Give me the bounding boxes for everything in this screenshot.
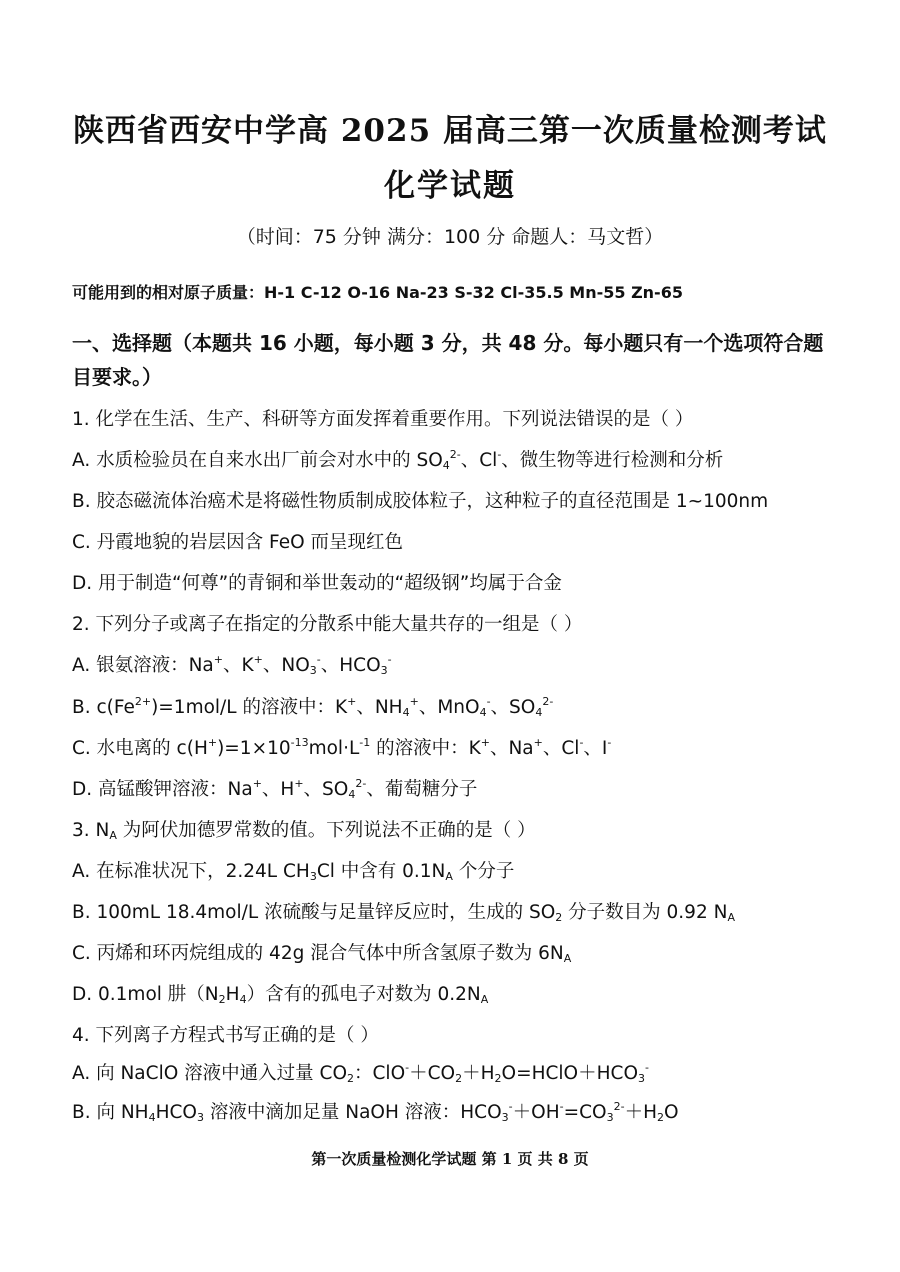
question-2-option-a: A. 银氨溶液：Na+、K+、$NO_3^-$、$HCO_3^-$ bbox=[72, 653, 392, 677]
subject-title: 化学试题 bbox=[384, 168, 516, 204]
section-heading: 一、选择题（本题共 16 小题，每小题 3 分，共 48 分。每小题只有一个选项符合题目要求。） bbox=[72, 331, 824, 389]
question-3-option-a: A. 在标准状况下，2.24L $CH_3Cl$ 中含有 $0.1N_A$ 个分子 bbox=[72, 861, 515, 883]
question-1-option-b: B. 胶态磁流体治癌术是将磁性物质制成胶体粒子，这种粒子的直径范围是 1~100nm bbox=[72, 491, 769, 512]
exam-title: 陕西省西安中学高 2025 届高三第一次质量检测考试 bbox=[73, 113, 827, 149]
exam-info: （时间：75 分钟 满分：100 分 命题人：马文哲） bbox=[236, 226, 664, 248]
question-3-stem: 3. $N_A$ 为阿伏加德罗常数的值。下列说法不正确的是（ ） bbox=[72, 820, 536, 842]
question-2-option-c: C. 水电离的 $c(H^+)=1\times 10^{-13}mol\cdot L^{-1}$ 的溶液中：K+、Na+、Cl-、I- bbox=[72, 736, 612, 759]
question-1-option-d: D. 用于制造“何尊”的青铜和举世轰动的“超级钢”均属于合金 bbox=[72, 573, 562, 594]
question-3-option-c: C. 丙烯和环丙烷组成的 42g 混合气体中所含氢原子数为 $6N_A$ bbox=[72, 943, 572, 965]
question-1-option-a: A. 水质检验员在自来水出厂前会对水中的 $SO_4^{2-}$、Cl-、微生物等进行检测和分析 bbox=[72, 448, 724, 472]
atomic-masses: 可能用到的相对原子质量：H-1 C-12 O-16 Na-23 S-32 Cl-35.5 Mn-55 Zn-65 bbox=[72, 283, 683, 302]
question-1-option-c: C. 丹霞地貌的岩层因含 FeO 而呈现红色 bbox=[72, 532, 404, 553]
question-2-option-b: B. $c(Fe^{2+})=1mol/L$ 的溶液中：K+、$NH_4^+$、MnO$_4$-、$SO_4^{2-}$ bbox=[72, 695, 554, 719]
question-2-option-d: D. 高锰酸钾溶液：Na+、H+、$SO_4^{2-}$、葡萄糖分子 bbox=[72, 777, 478, 801]
page-footer: 第一次质量检测化学试题 第 1 页 共 8 页 bbox=[311, 1150, 589, 1168]
question-1-stem: 1. 化学在生活、生产、科研等方面发挥着重要作用。下列说法错误的是（ ） bbox=[72, 409, 694, 430]
question-2-stem: 2. 下列分子或离子在指定的分散系中能大量共存的一组是（ ） bbox=[72, 614, 583, 635]
question-4-option-a: A. 向 NaClO 溶液中通入过量 $CO_2$：$ClO^-+CO_2+H_2O=HClO+HCO_3^-$ bbox=[72, 1061, 649, 1085]
question-3-option-b: B. 100mL 18.4mol/L 浓硫酸与足量锌反应时，生成的 $SO_2$ 分子数目为 0.92 $N_A$ bbox=[72, 902, 735, 924]
question-4-stem: 4. 下列离子方程式书写正确的是（ ） bbox=[72, 1025, 379, 1046]
question-4-option-b: B. 向 $NH_4HCO_3$ 溶液中滴加足量 NaOH 溶液：$HCO_3^-+OH^-=CO_3^{2-}+H_2O$ bbox=[72, 1100, 679, 1124]
question-3-option-d: D. 0.1mol 肼$(N_2H_4)$含有的孤电子对数为 $0.2N_A$ bbox=[72, 984, 489, 1006]
